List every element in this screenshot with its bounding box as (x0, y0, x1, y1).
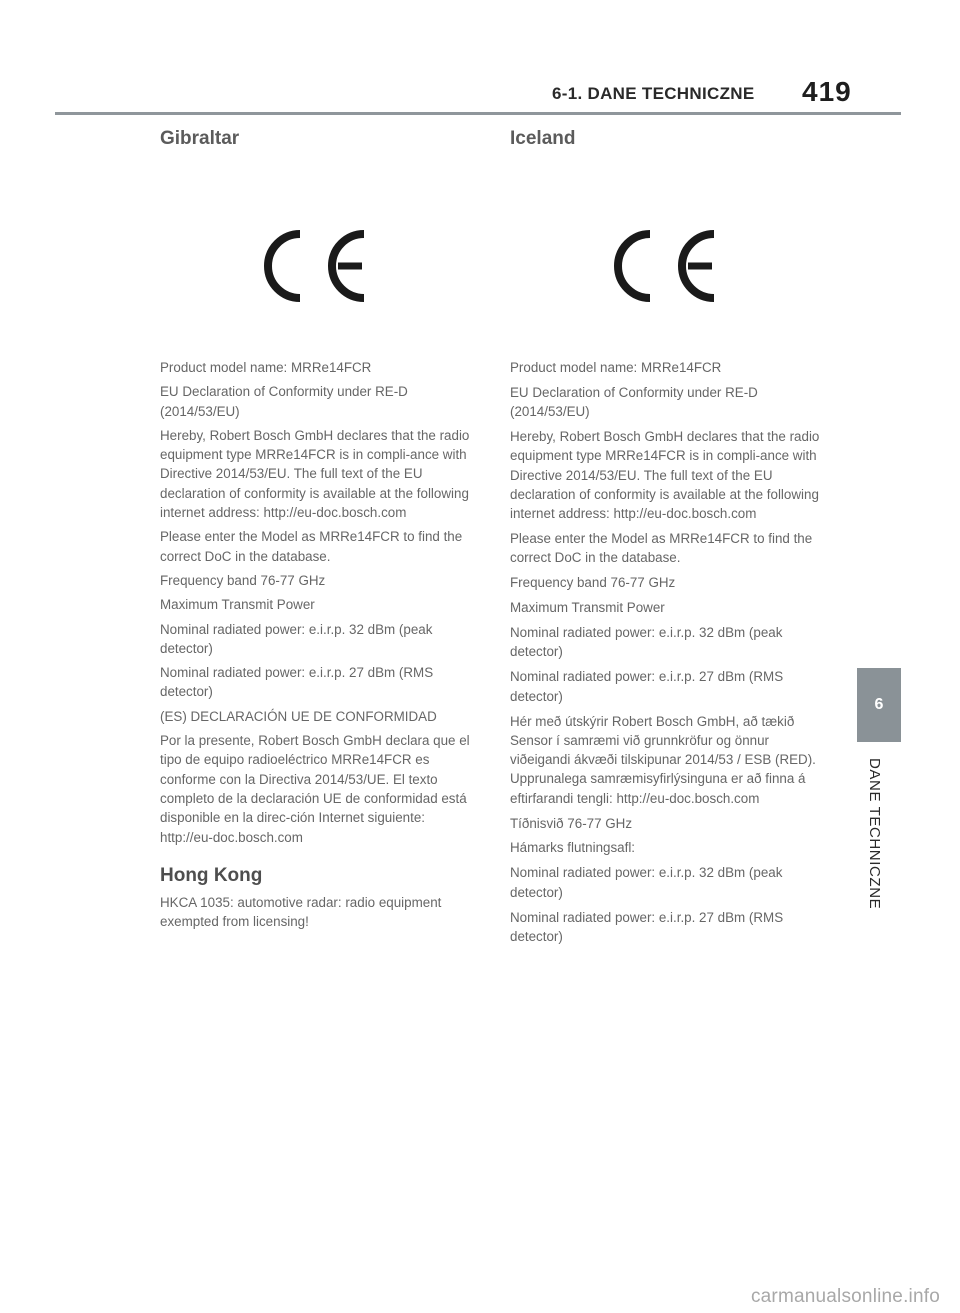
page-number: 419 (802, 76, 852, 107)
paragraph: Product model name: MRRe14FCR (160, 360, 372, 375)
country-heading-hong-kong: Hong Kong (160, 864, 263, 886)
paragraph: Nominal radiated power: e.i.r.p. 27 dBm (RMS detector) (510, 669, 784, 704)
section-title: 6-1. DANE TECHNICZNE (552, 84, 755, 103)
paragraph: HKCA 1035: automotive radar: radio equipment exempted from licensing! (160, 894, 442, 930)
paragraph: Maximum Transmit Power (160, 597, 315, 613)
paragraph: Hereby, Robert Bosch GmbH declares that the radio equipment type MRRe14FCR is in compli-ance with Directive 2014/53/EU. The full text of the EU declaration of conformity is available at the following internet address: http://eu-doc.bosch.com (510, 429, 820, 522)
paragraph: Frequency band 76-77 GHz (510, 575, 676, 591)
chapter-number: 6 (874, 696, 884, 713)
paragraph: (ES) DECLARACIÓN UE DE CONFORMIDAD (160, 708, 437, 724)
paragraph: Nominal radiated power: e.i.r.p. 32 dBm (peak detector) (510, 865, 783, 900)
paragraph: Please enter the Model as MRRe14FCR to find the correct DoC in the database. (510, 531, 813, 566)
paragraph: Nominal radiated power: e.i.r.p. 32 dBm (peak detector) (510, 625, 783, 660)
paragraph: Nominal radiated power: e.i.r.p. 27 dBm (RMS detector) (510, 909, 784, 944)
country-heading-gibraltar: Gibraltar (160, 128, 240, 149)
paragraph: EU Declaration of Conformity under RE-D (2014/53/EU) (510, 384, 758, 420)
chapter-tab[interactable] (857, 668, 901, 742)
paragraph: Maximum Transmit Power (510, 600, 665, 616)
paragraph: Nominal radiated power: e.i.r.p. 27 dBm (RMS detector) (160, 665, 434, 700)
right-column (510, 128, 830, 952)
paragraph: Please enter the Model as MRRe14FCR to find the correct DoC in the database. (160, 529, 463, 564)
paragraph: Tíðnisvið 76-77 GHz (510, 815, 633, 831)
chapter-label: DANE TECHNICZNE (866, 758, 883, 910)
page-header (0, 0, 960, 120)
paragraph: Product model name: MRRe14FCR (510, 360, 722, 375)
country-heading-iceland: Iceland (510, 128, 576, 149)
paragraph: Por la presente, Robert Bosch GmbH declara que el tipo de equipo radioeléctrico MRRe14FCR es conforme con la Directiva 2014/53/UE. El texto completo de la declaración UE de conformidad está disponible en la direc-ción Internet siguiente: http://eu-doc.bosch.com (160, 733, 470, 845)
ce-mark-icon (612, 226, 722, 306)
paragraph: EU Declaration of Conformity under RE-D (2014/53/EU) (160, 384, 408, 419)
watermark: carmanualsonline.info (750, 1286, 940, 1307)
left-column (160, 128, 480, 936)
paragraph: Nominal radiated power: e.i.r.p. 32 dBm (peak detector) (160, 621, 433, 656)
paragraph: Hereby, Robert Bosch GmbH declares that the radio equipment type MRRe14FCR is in compli-ance with Directive 2014/53/EU. The full text of the EU declaration of conformity is available at the following internet address: http://eu-doc.bosch.com (160, 427, 470, 521)
ce-mark-icon (262, 226, 372, 306)
paragraph: Frequency band 76-77 GHz (160, 572, 326, 588)
paragraph: Hér með útskýrir Robert Bosch GmbH, að tækið Sensor í samræmi við grunnkröfur og önnur viðeigandi ákvæði tilskipunar 2014/53 / ESB (RED). Upprunalega samræmisyfirlýsinguna er að finna á eftirfarandi tengli: http://eu-doc.bosch.com (510, 713, 816, 806)
header-divider (55, 112, 901, 115)
paragraph: Hámarks flutningsafl: (510, 840, 636, 856)
